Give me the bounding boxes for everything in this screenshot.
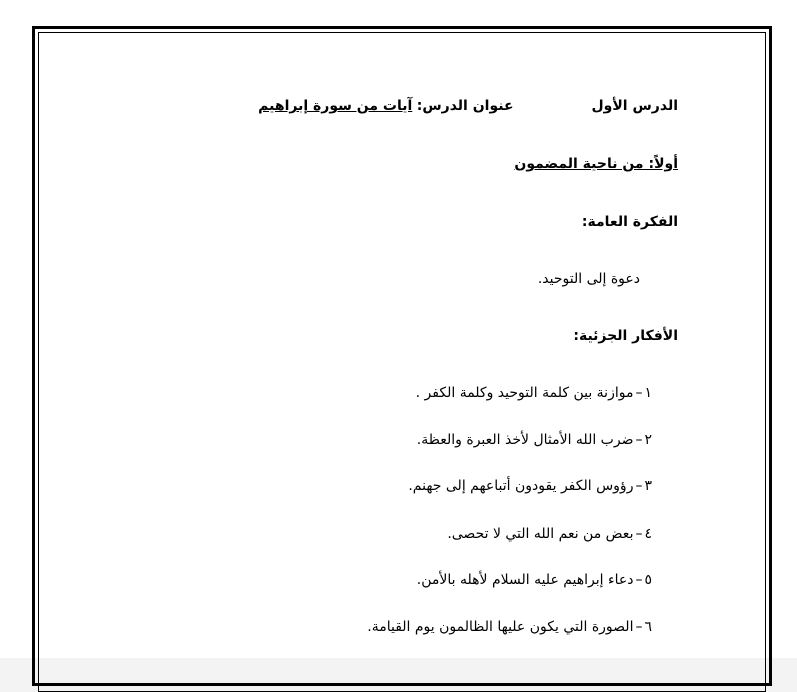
list-item-number: ٣ <box>644 478 652 494</box>
list-item-text: بعض من نعم الله التي لا تحصى. <box>447 526 634 542</box>
list-item <box>417 430 652 450</box>
list-item <box>447 524 652 544</box>
list-item-text: موازنة بين كلمة التوحيد وكلمة الكفر . <box>415 385 634 401</box>
section-title: أولاً: من ناحية المضمون <box>514 156 678 172</box>
list-item <box>416 383 652 403</box>
list-item <box>367 617 652 637</box>
list-item-dash: – <box>635 572 643 588</box>
general-idea-label: الفكرة العامة: <box>581 214 678 230</box>
document-content <box>90 0 678 658</box>
list-item-dash: – <box>635 619 643 635</box>
list-item-number: ٢ <box>644 432 652 448</box>
list-item-dash: – <box>635 478 643 494</box>
lesson-number: الدرس الأول <box>591 98 678 114</box>
partial-ideas-label: الأفكار الجزئية: <box>573 328 678 344</box>
list-item-dash: – <box>635 385 643 401</box>
list-item <box>408 476 652 496</box>
lesson-title-label: عنوان الدرس: <box>416 98 514 114</box>
list-item-number: ١ <box>644 385 652 401</box>
list-item <box>417 570 652 590</box>
list-item-number: ٤ <box>644 526 652 542</box>
list-item-text: رؤوس الكفر يقودون أتباعهم إلى جهنم. <box>408 478 634 494</box>
general-idea-text: دعوة إلى التوحيد. <box>537 271 640 287</box>
lesson-header <box>258 96 678 116</box>
list-item-dash: – <box>635 432 643 448</box>
list-item-text: الصورة التي يكون عليها الظالمون يوم القيامة. <box>367 619 634 635</box>
list-item-dash: – <box>635 526 643 542</box>
list-item-text: ضرب الله الأمثال لأخذ العبرة والعظة. <box>416 432 634 448</box>
list-item-number: ٥ <box>644 572 652 588</box>
list-item-text: دعاء إبراهيم عليه السلام لأهله بالأمن. <box>416 572 634 588</box>
lesson-title-value: آيات من سورة إبراهيم <box>258 98 413 114</box>
list-item-number: ٦ <box>644 619 652 635</box>
